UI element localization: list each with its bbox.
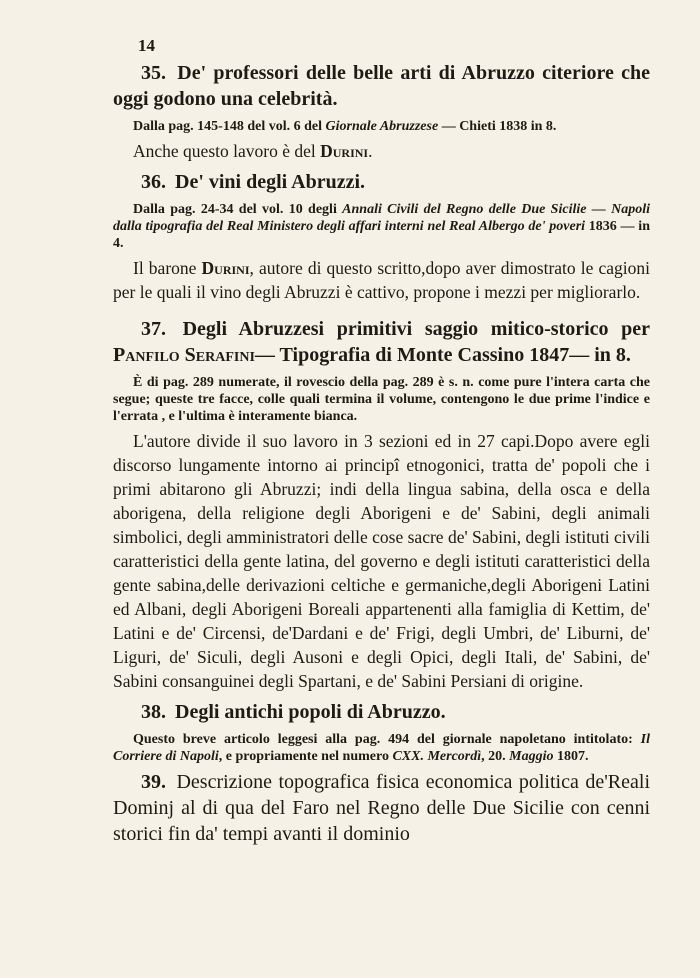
source-text: Dalla pag. 24-34 del vol. 10 degli	[133, 202, 343, 217]
entry-title: De' professori delle belle arti di Abruzzo citeriore che oggi godono una celebrità.	[113, 62, 651, 110]
source-text: , e propriamente nel numero	[218, 749, 393, 764]
author-name: Panfilo Serafini	[113, 344, 255, 366]
entry-title: — Tipografia di Monte Cassino 1847— in 8.	[254, 344, 631, 366]
entry-number: 39.	[141, 771, 166, 793]
entry-number: 37.	[141, 318, 166, 340]
source-journal: Il Corriere di Napoli	[113, 732, 650, 764]
entry-title: Degli antichi popoli di Abruzzo.	[175, 701, 446, 723]
body-text: Il barone	[133, 258, 202, 278]
source-text: Questo breve articolo leggesi alla pag. 494 del giornale napoletano intitolato:	[133, 732, 641, 747]
author-name: Durini	[320, 141, 369, 161]
source-text: Dalla pag. 145-148 del vol. 6 del	[133, 119, 326, 134]
source-text: 1807.	[553, 749, 589, 764]
entry-36-source	[113, 201, 650, 252]
author-name: Durini	[201, 258, 250, 278]
source-text: , 20.	[481, 749, 510, 764]
body-text: .	[368, 141, 373, 161]
entry-37-body: L'autore divide il suo lavoro in 3 sezioni ed in 27 capi.Dopo avere egli discorso lungamente intorno ai principî etnogonici, tratta de' popoli che i primi abitarono gli Abruzzi; indi della lingua sabina, della osca e della aborigena, della religione degli Aborigeni e de' Sabini, degli animali simbolici, degli amministratori delle cose sacre de' Sabini, degli istituti civili caratteristici della gente latina, del governo e degli istituti caratteristici della gente sabina,delle derivazioni celtiche e germaniche,degli Aborigeni Latini ed Albani, degli Aborigeni Boreali appartenenti alla famiglia di Kettim, de' Latini e de' Circensi, de'Dardani e de' Frigi, degli Umbri, de' Liburni, de' Liguri, de' Siculi, degli Ausoni e degli Opici, degli Itali, de' Sabini, de' Sabini consanguinei degli Spartani, e de' Sabini Persiani di origine.	[113, 431, 650, 691]
entry-38-source	[113, 731, 650, 765]
entry-37-source: È di pag. 289 numerate, il rovescio della pag. 289 è s. n. come pure l'intera carta che segue; queste tre facce, colle quali termina il volume, contengono le due prime l'indice e l'errata , e l'ultima è interamente bianca.	[113, 375, 650, 424]
entry-title: Degli Abruzzesi primitivi saggio mitico-storico per	[182, 318, 650, 340]
entry-title: Descrizione topografica fisica economica politica de'Reali Dominj al di qua del Faro nel Regno delle Due Sicilie con cenni storici fin da' tempi avanti il dominio	[113, 771, 651, 845]
entry-number: 35.	[141, 62, 166, 84]
entry-number: 38.	[141, 701, 166, 723]
source-journal: Giornale Abruzzese	[325, 119, 439, 134]
entry-36-body	[113, 256, 650, 304]
entry-35-source	[113, 118, 650, 135]
source-journal: Annali Civili del Regno delle Due Sicilie — Napoli dalla tipografia del Real Ministero degli affari interni nel Real Albergo de' poveri	[113, 202, 650, 234]
source-text: — Chieti 1838 in 8.	[438, 119, 557, 134]
source-issue: CXX. Mercordì	[392, 749, 482, 764]
body-text: , autore di questo scritto,dopo aver dimostrato le cagioni per le quali il vino degli Abruzzi è cattivo, propone i mezzi per migliorarlo.	[113, 258, 650, 302]
entry-39-heading	[113, 769, 650, 847]
entry-38-heading	[113, 699, 650, 725]
source-text: 1836 — in 4.	[113, 219, 650, 251]
entry-36-heading	[113, 169, 650, 195]
entry-35-heading	[113, 60, 650, 112]
page-number: 14	[138, 36, 155, 55]
entry-37-heading	[113, 316, 650, 368]
entry-35-body	[113, 139, 650, 163]
entry-title: De' vini degli Abruzzi.	[175, 171, 365, 193]
body-text: Anche questo lavoro è del	[133, 141, 321, 161]
entry-number: 36.	[141, 171, 166, 193]
source-month: Maggio	[509, 749, 554, 764]
